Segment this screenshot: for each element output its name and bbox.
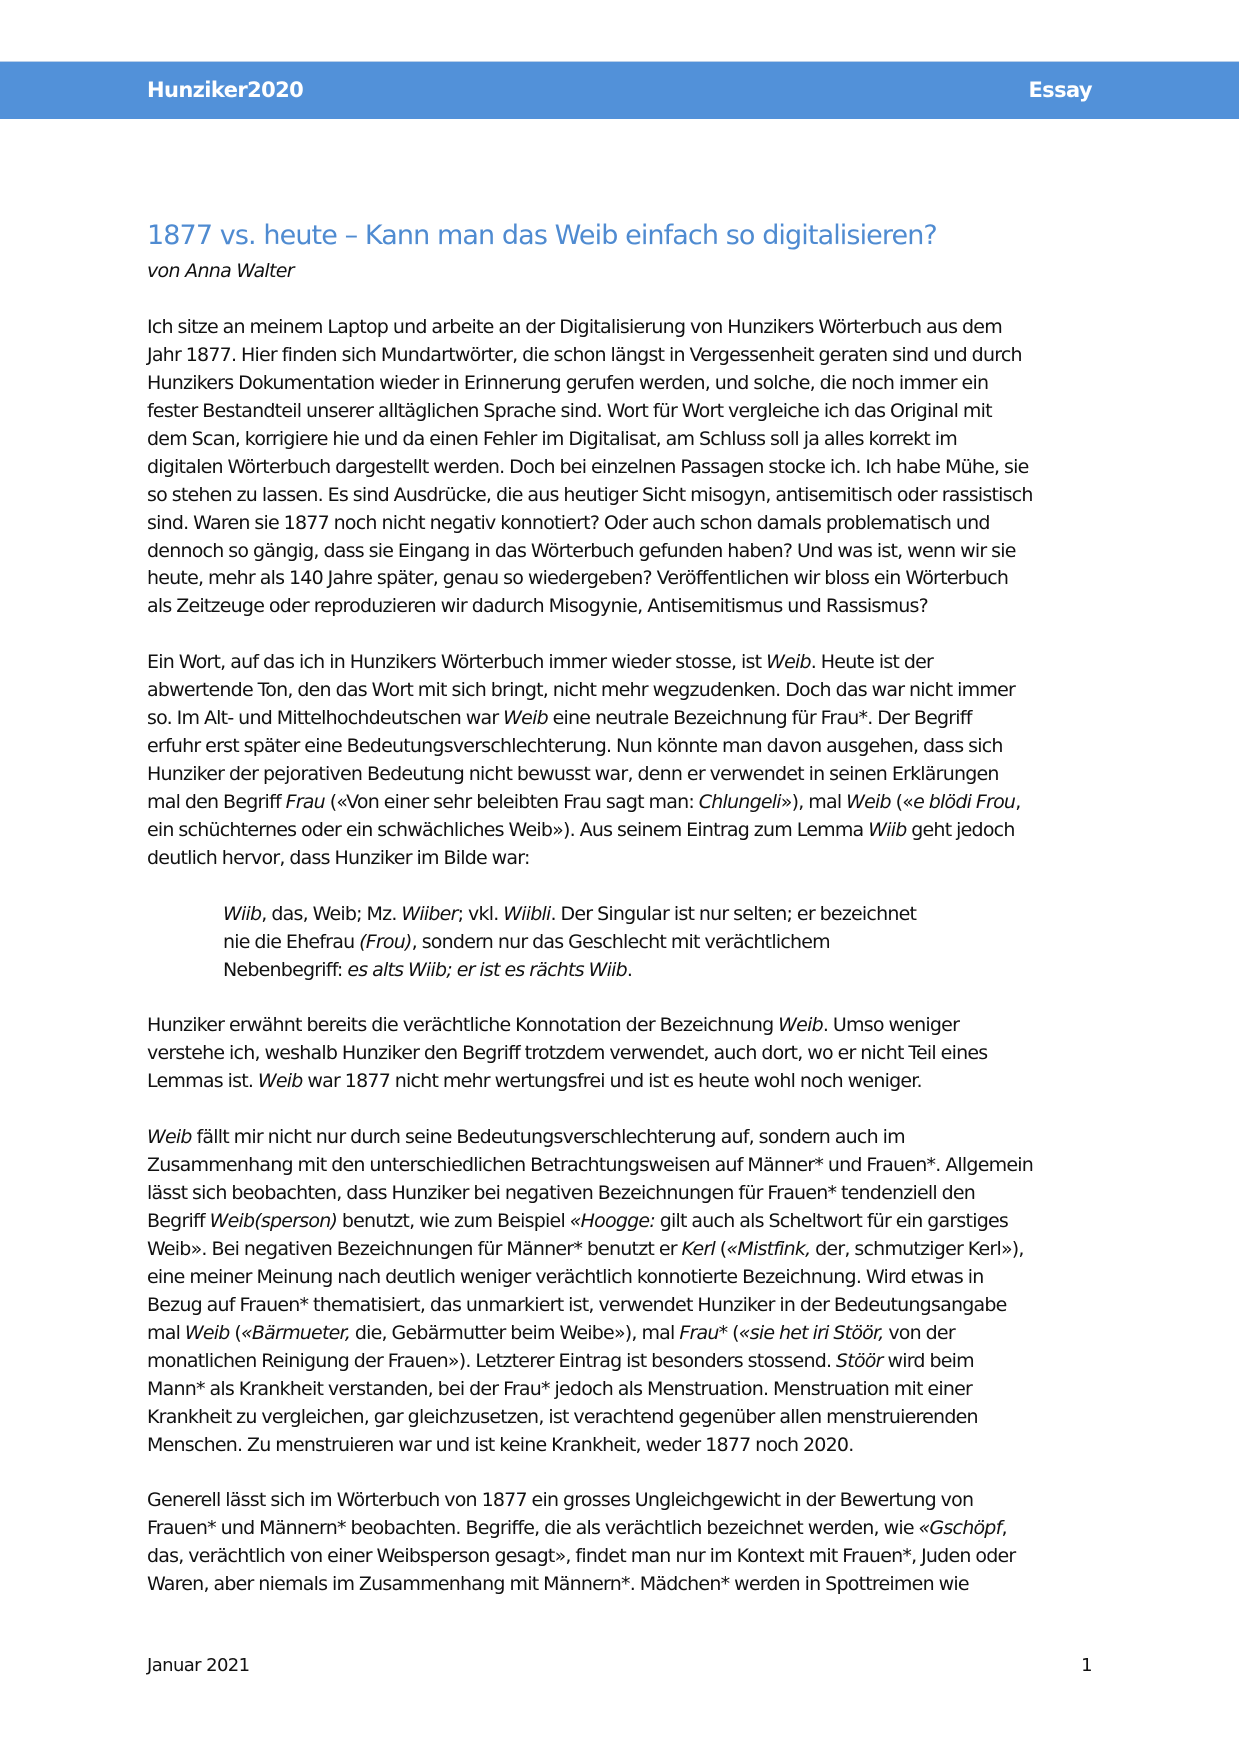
text-line	[147, 538, 1097, 566]
text-run: Lemmas ist.	[147, 1070, 258, 1093]
italic-term: (Frou)	[359, 930, 412, 953]
italic-term: e blödi Frou	[913, 790, 1016, 813]
italic-term: Chlungeli	[698, 790, 781, 813]
text-line	[223, 929, 1097, 957]
text-run: . Heute ist der	[810, 651, 934, 674]
text-line	[147, 1571, 1097, 1599]
text-line	[147, 789, 1097, 817]
text-run: ; vkl.	[457, 902, 504, 925]
text-line	[147, 1040, 1097, 1068]
header-project-name: Hunziker2020	[147, 78, 304, 102]
text-run: Hunzikers Dokumentation wieder in Erinnerung gerufen werden, und solche, die noch immer ein	[147, 371, 989, 394]
text-line	[147, 1432, 1097, 1460]
italic-term: Weib	[766, 651, 811, 674]
italic-term: Kerl	[681, 1237, 715, 1260]
text-line	[147, 342, 1097, 370]
text-run: ein schüchternes oder ein schwächliches Weib»). Aus seinem Eintrag zum Lemma	[147, 818, 869, 841]
text-line	[223, 957, 1097, 985]
text-run: so stehen zu lassen. Es sind Ausdrücke, die aus heutiger Sicht misogyn, antisemitisch oder rassistisch	[147, 483, 1033, 506]
text-run: Ich sitze an meinem Laptop und arbeite an der Digitalisierung von Hunzikers Wörterbuch aus dem	[147, 316, 1002, 338]
italic-term: «Bärmueter,	[240, 1321, 351, 1344]
paragraph	[147, 649, 1097, 873]
text-run: Nebenbegriff:	[223, 958, 348, 981]
text-run: Zusammenhang mit den unterschiedlichen Betrachtungsweisen auf Männer* und Frauen*. Allgemein	[147, 1154, 1034, 1177]
text-run: , sondern nur das Geschlecht mit verächtlichem	[411, 930, 830, 953]
text-run: die, Gebärmutter beim Weibe»), mal	[350, 1321, 680, 1344]
text-run: abwertende Ton, den das Wort mit sich bringt, nicht mehr wegzudenken. Doch das war nicht immer	[147, 679, 1016, 702]
text-run: ,	[1001, 1517, 1007, 1540]
text-run: Hunziker der pejorativen Bedeutung nicht bewusst war, denn er verwendet in seinen Erklärungen	[147, 763, 999, 785]
text-line	[147, 426, 1097, 454]
header-document-type: Essay	[1028, 78, 1092, 102]
text-run: Menschen. Zu menstruieren war und ist keine Krankheit, weder 1877 noch 2020.	[147, 1433, 854, 1456]
text-run: fester Bestandteil unserer alltäglichen Sprache sind. Wort für Wort vergleiche ich das Original mit	[147, 399, 992, 422]
text-line	[147, 1292, 1097, 1320]
italic-term: Weib(sperson)	[209, 1210, 338, 1232]
text-line	[147, 761, 1097, 789]
italic-term: Frau	[285, 790, 325, 813]
article-byline: von Anna Walter	[147, 260, 294, 282]
italic-term: es alts Wiib; er ist es rächts Wiib	[347, 958, 627, 981]
text-line	[147, 1208, 1097, 1236]
text-line	[147, 482, 1097, 510]
text-run: Bezug auf Frauen* thematisiert, das unmarkiert ist, verwendet Hunziker in der Bedeutungsangabe	[147, 1293, 1007, 1316]
text-run: (	[727, 1321, 739, 1344]
text-run: mal	[147, 1321, 185, 1344]
paragraph	[147, 1124, 1097, 1459]
article-title: 1877 vs. heute – Kann man das Weib einfach so digitalisieren?	[147, 220, 937, 251]
text-line	[147, 1320, 1097, 1348]
text-line	[147, 510, 1097, 538]
text-run: verstehe ich, weshalb Hunziker den Begriff trotzdem verwendet, auch dort, wo er nicht Teil eines	[147, 1042, 988, 1065]
text-run: digitalen Wörterbuch dargestellt werden. Doch bei einzelnen Passagen stocke ich. Ich habe Mühe, sie	[147, 455, 1029, 478]
text-run: geht jedoch	[906, 818, 1015, 841]
italic-term: Wiibli	[503, 902, 551, 925]
text-run: deutlich hervor, dass Hunziker im Bilde war:	[147, 846, 530, 869]
text-line	[147, 454, 1097, 482]
text-line	[147, 1487, 1097, 1515]
text-run: »), mal	[780, 790, 847, 813]
text-run: ,	[1015, 790, 1021, 813]
text-line	[147, 1012, 1097, 1040]
text-line	[147, 1515, 1097, 1543]
italic-term: Weib	[846, 790, 891, 813]
text-run: dem Scan, korrigiere hie und da einen Fehler im Digitalisat, am Schluss soll ja alles korrekt im	[147, 427, 957, 450]
text-line	[147, 593, 1097, 621]
text-run: («	[890, 790, 914, 813]
text-line	[147, 370, 1097, 398]
text-run: .	[626, 958, 633, 981]
dictionary-quote	[147, 901, 1097, 985]
text-run: Waren, aber niemals im Zusammenhang mit Männern*. Mädchen* werden in Spottreimen wie	[147, 1573, 969, 1596]
text-line	[147, 705, 1097, 733]
text-line	[147, 398, 1097, 426]
text-line	[147, 565, 1097, 593]
paragraph	[147, 1487, 1097, 1599]
article-body	[147, 314, 1097, 1627]
italic-term: Wiib	[223, 902, 262, 925]
text-run: eine meiner Meinung nach deutlich weniger verächtlich konnotierte Bezeichnung. Wird etwas in	[147, 1265, 984, 1288]
italic-term: «Hoogge:	[569, 1210, 655, 1232]
italic-term: Weib	[778, 1014, 823, 1037]
text-line	[147, 314, 1097, 342]
text-run: (	[229, 1321, 241, 1344]
text-line	[147, 1236, 1097, 1264]
text-run: das, verächtlich von einer Weibsperson gesagt», findet man nur im Kontext mit Frauen*, Juden oder	[147, 1545, 1016, 1568]
text-line	[147, 1376, 1097, 1404]
text-run: lässt sich beobachten, dass Hunziker bei negativen Bezeichnungen für Frauen* tendenziell den	[147, 1182, 976, 1205]
text-run: nie die Ehefrau	[223, 930, 360, 953]
italic-term: Weib	[503, 707, 548, 730]
text-run: Krankheit zu vergleichen, gar gleichzusetzen, ist verachtend gegenüber allen menstruierenden	[147, 1405, 978, 1428]
text-run: Generell lässt sich im Wörterbuch von 1877 ein grosses Ungleichgewicht in der Bewertung von	[147, 1489, 974, 1512]
text-line	[147, 1264, 1097, 1292]
italic-term: «Gschöpf	[918, 1517, 1002, 1540]
text-run: war 1877 nicht mehr wertungsfrei und ist es heute wohl noch weniger.	[302, 1070, 922, 1093]
text-run: als Zeitzeuge oder reproduzieren wir dadurch Misogynie, Antisemitismus und Rassismus?	[147, 595, 928, 618]
text-line	[147, 677, 1097, 705]
text-run: von der	[883, 1321, 955, 1344]
text-run: dennoch so gängig, dass sie Eingang in das Wörterbuch gefunden haben? Und was ist, wenn wir sie	[147, 539, 1016, 562]
italic-term: Weib	[147, 1126, 192, 1149]
text-run: Jahr 1877. Hier finden sich Mundartwörter, die schon längst in Vergessenheit geraten sind und durch	[147, 343, 1022, 366]
text-run: wird beim	[882, 1349, 974, 1372]
italic-term: «sie het iri Stöör,	[738, 1321, 884, 1344]
text-line	[147, 817, 1097, 845]
text-run: Frauen* und Männern* beobachten. Begriffe, die als verächtlich bezeichnet werden, wie	[147, 1517, 919, 1540]
text-line	[147, 733, 1097, 761]
text-run: sind. Waren sie 1877 noch nicht negativ konnotiert? Oder auch schon damals problematisch und	[147, 511, 990, 534]
text-run: erfuhr erst später eine Bedeutungsverschlechterung. Nun könnte man davon ausgehen, dass sich	[147, 735, 1003, 758]
paragraph	[147, 1012, 1097, 1096]
text-line	[147, 1180, 1097, 1208]
text-run: Weib». Bei negativen Bezeichnungen für Männer* benutzt er	[147, 1237, 682, 1260]
text-run: Begriff	[147, 1210, 210, 1232]
footer-date: Januar 2021	[147, 1655, 250, 1676]
italic-term: Frau*	[679, 1321, 728, 1344]
text-run: mal den Begriff	[147, 790, 286, 813]
text-run: so. Im Alt- und Mittelhochdeutschen war	[147, 707, 504, 730]
italic-term: «Mistfink,	[726, 1237, 811, 1260]
text-run: heute, mehr als 140 Jahre später, genau so wiedergeben? Veröffentlichen wir bloss ein Wörterbuch	[147, 567, 1009, 590]
text-run: Hunziker erwähnt bereits die verächtliche Konnotation der Bezeichnung	[147, 1014, 779, 1037]
text-line	[147, 649, 1097, 677]
italic-term: Weib	[184, 1321, 230, 1344]
text-run: , das, Weib; Mz.	[261, 902, 402, 925]
text-line	[147, 1152, 1097, 1180]
text-line	[147, 1543, 1097, 1571]
text-run: Ein Wort, auf das ich in Hunzikers Wörterbuch immer wieder stosse, ist	[147, 651, 767, 674]
italic-term: Weib	[257, 1070, 303, 1093]
text-line	[223, 901, 1097, 929]
footer-page-number: 1	[1081, 1655, 1092, 1676]
text-run: der, schmutziger Kerl»),	[810, 1237, 1024, 1260]
text-run: benutzt, wie zum Beispiel	[337, 1210, 570, 1232]
italic-term: Wiib	[868, 818, 907, 841]
text-run: (	[714, 1237, 727, 1260]
document-header	[0, 61, 1239, 119]
italic-term: Stöör	[836, 1349, 883, 1372]
text-line	[147, 845, 1097, 873]
text-run: eine neutrale Bezeichnung für Frau*. Der Begriff	[547, 707, 972, 730]
text-run: . Der Singular ist nur selten; er bezeichnet	[550, 902, 917, 925]
text-run: . Umso weniger	[822, 1014, 960, 1037]
text-run: Mann* als Krankheit verstanden, bei der Frau* jedoch als Menstruation. Menstruation mit einer	[147, 1377, 973, 1400]
text-line	[147, 1348, 1097, 1376]
text-run: fällt mir nicht nur durch seine Bedeutungsverschlechterung auf, sondern auch im	[191, 1126, 905, 1149]
text-line	[147, 1404, 1097, 1432]
text-line	[147, 1068, 1097, 1096]
text-run: gilt auch als Scheltwort für ein garstiges	[654, 1210, 1009, 1232]
italic-term: Wiiber	[401, 902, 458, 925]
paragraph	[147, 314, 1097, 621]
text-run: («Von einer sehr beleibten Frau sagt man:	[324, 790, 699, 813]
text-run: monatlichen Reinigung der Frauen»). Letzterer Eintrag ist besonders stossend.	[147, 1349, 837, 1372]
text-line	[147, 1124, 1097, 1152]
